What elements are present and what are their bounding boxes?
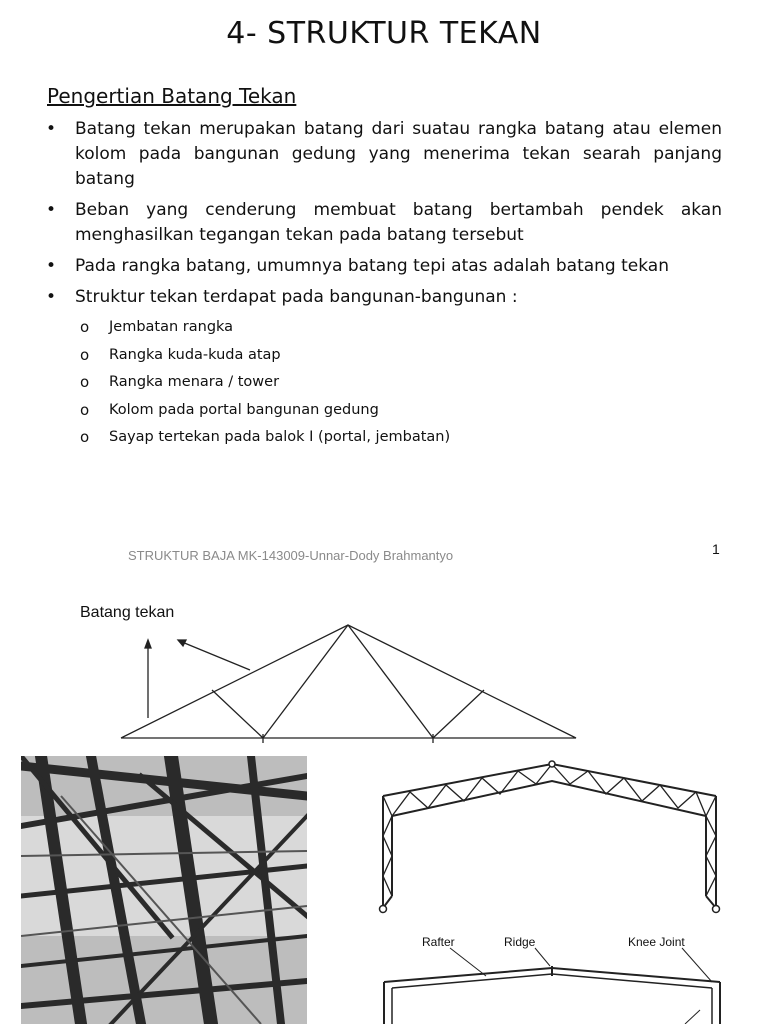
bullet-item: • Batang tekan merupakan batang dari suatau rangka batang atau elemen kolom pada bangunan gedung yang menerima tekan searah panjang batang (46, 117, 722, 192)
label-ridge: Ridge (504, 935, 536, 949)
bullet-item: • Struktur tekan terdapat pada bangunan-bangunan : (46, 285, 722, 310)
sub-bullet-item: o Kolom pada portal bangunan gedung (80, 399, 450, 427)
bullet-list (46, 117, 722, 316)
sub-bullet-item: o Sayap tertekan pada balok I (portal, jembatan) (80, 426, 450, 454)
section-subtitle: Pengertian Batang Tekan (47, 84, 297, 108)
rigid-frame-drawing (370, 930, 730, 1024)
page-number: 1 (712, 541, 720, 557)
sub-bullet-item: o Rangka menara / tower (80, 371, 450, 399)
truss-label: Batang tekan (80, 604, 175, 621)
roof-truss-diagram (110, 612, 590, 752)
steel-structure-photo (21, 756, 307, 1024)
sub-bullet-list (80, 316, 450, 454)
sub-bullet-item: o Rangka kuda-kuda atap (80, 344, 450, 372)
bullet-item: • Pada rangka batang, umumnya batang tepi atas adalah batang tekan (46, 254, 722, 279)
portal-truss-frame-drawing (370, 756, 730, 916)
slide-title: 4- STRUKTUR TEKAN (226, 16, 542, 51)
slide-footer: STRUKTUR BAJA MK-143009-Unnar-Dody Brahmantyo (128, 548, 454, 563)
label-knee-joint: Knee Joint (628, 935, 685, 949)
sub-bullet-item: o Jembatan rangka (80, 316, 450, 344)
label-rafter: Rafter (422, 935, 455, 949)
bullet-item: • Beban yang cenderung membuat batang bertambah pendek akan menghasilkan tegangan tekan pada batang tersebut (46, 198, 722, 248)
